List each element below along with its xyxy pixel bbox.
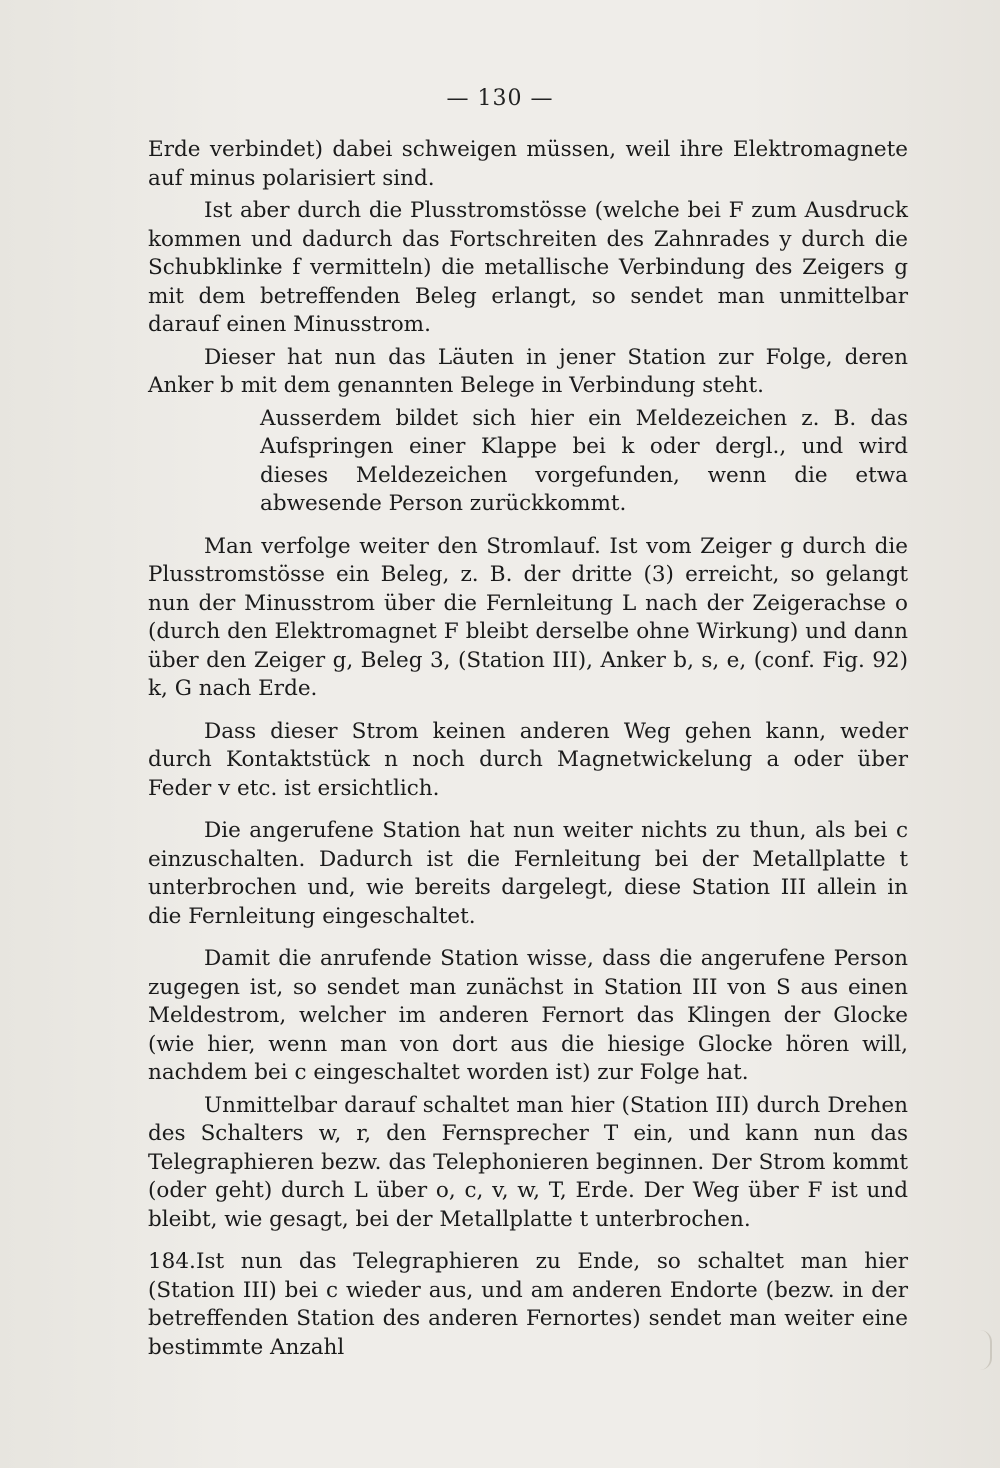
paragraph: Die angerufene Station hat nun weiter nichts zu thun, als bei c einzuschalten. Dadurch ist die Fernleitung bei der Metallplatte t unterbrochen und, wie bereits dargelegt, diese Station III allein in die Fernleitung eingeschaltet. <box>148 818 908 929</box>
numbered-paragraph <box>148 1248 908 1362</box>
paragraph: Dieser hat nun das Läuten in jener Station zur Folge, deren Anker b mit dem genannten Belege in Verbindung steht. <box>148 344 908 398</box>
page-edge-mark <box>974 1330 992 1370</box>
section-number: 184. <box>148 1249 196 1274</box>
paragraph-text: Ist nun das Telegraphieren zu Ende, so schaltet man hier (Station III) bei c wieder aus, und am anderen Endorte (bezw. in der betreffenden Station des anderen Fernortes) sendet man weiter eine bestimmte Anzahl <box>148 1249 908 1360</box>
paragraph: Damit die anrufende Station wisse, dass die angerufene Person zugegen ist, so sendet man zunächst in Station III von S aus einen Meldestrom, welcher im anderen Fernort das Klingen der Glocke (wie hier, wenn man von dort aus die hiesige Glocke hören will, nachdem bei c eingeschaltet worden ist) zur Folge hat. <box>148 946 908 1085</box>
paragraph: Erde verbindet) dabei schweigen müssen, weil ihre Elektromagnete auf minus polarisiert sind. <box>148 137 908 191</box>
paragraph: Unmittelbar darauf schaltet man hier (Station III) durch Drehen des Schalters w, r, den Fernsprecher T ein, und kann nun das Telegraphieren bezw. das Telephonieren beginnen. Der Strom kommt (oder geht) durch L über o, c, v, w, T, Erde. Der Weg über F ist und bleibt, wie gesagt, bei der Metallplatte t unterbrochen. <box>148 1092 908 1232</box>
page-number: — 130 — <box>446 86 554 111</box>
paragraph: Ist aber durch die Plusstromstösse (welche bei F zum Ausdruck kommen und dadurch das Fortschreiten des Zahnrades y durch die Schubklinke f vermitteln) die metallische Verbindung des Zeigers g mit dem betreffenden Beleg erlangt, so sendet man unmittelbar darauf einen Minusstrom. <box>148 198 908 337</box>
page-body <box>148 136 908 1362</box>
paragraph-indented: Ausserdem bildet sich hier ein Meldezeichen z. B. das Aufspringen einer Klappe bei k oder dergl., und wird dieses Meldezeichen vorgefunden, wenn die etwa abwesende Person zurückkommt. <box>260 405 908 516</box>
paragraph: Dass dieser Strom keinen anderen Weg gehen kann, weder durch Kontaktstück n noch durch Magnetwickelung a oder über Feder v etc. ist ersichtlich. <box>148 718 908 801</box>
paragraph: Man verfolge weiter den Stromlauf. Ist vom Zeiger g durch die Plusstromstösse ein Beleg, z. B. der dritte (3) erreicht, so gelangt nun der Minusstrom über die Fernleitung L nach der Zeigerachse o (durch den Elektromagnet F bleibt derselbe ohne Wirkung) und dann über den Zeiger g, Beleg 3, (Station III), Anker b, s, e, (conf. Fig. 92) k, G nach Erde. <box>148 533 908 701</box>
